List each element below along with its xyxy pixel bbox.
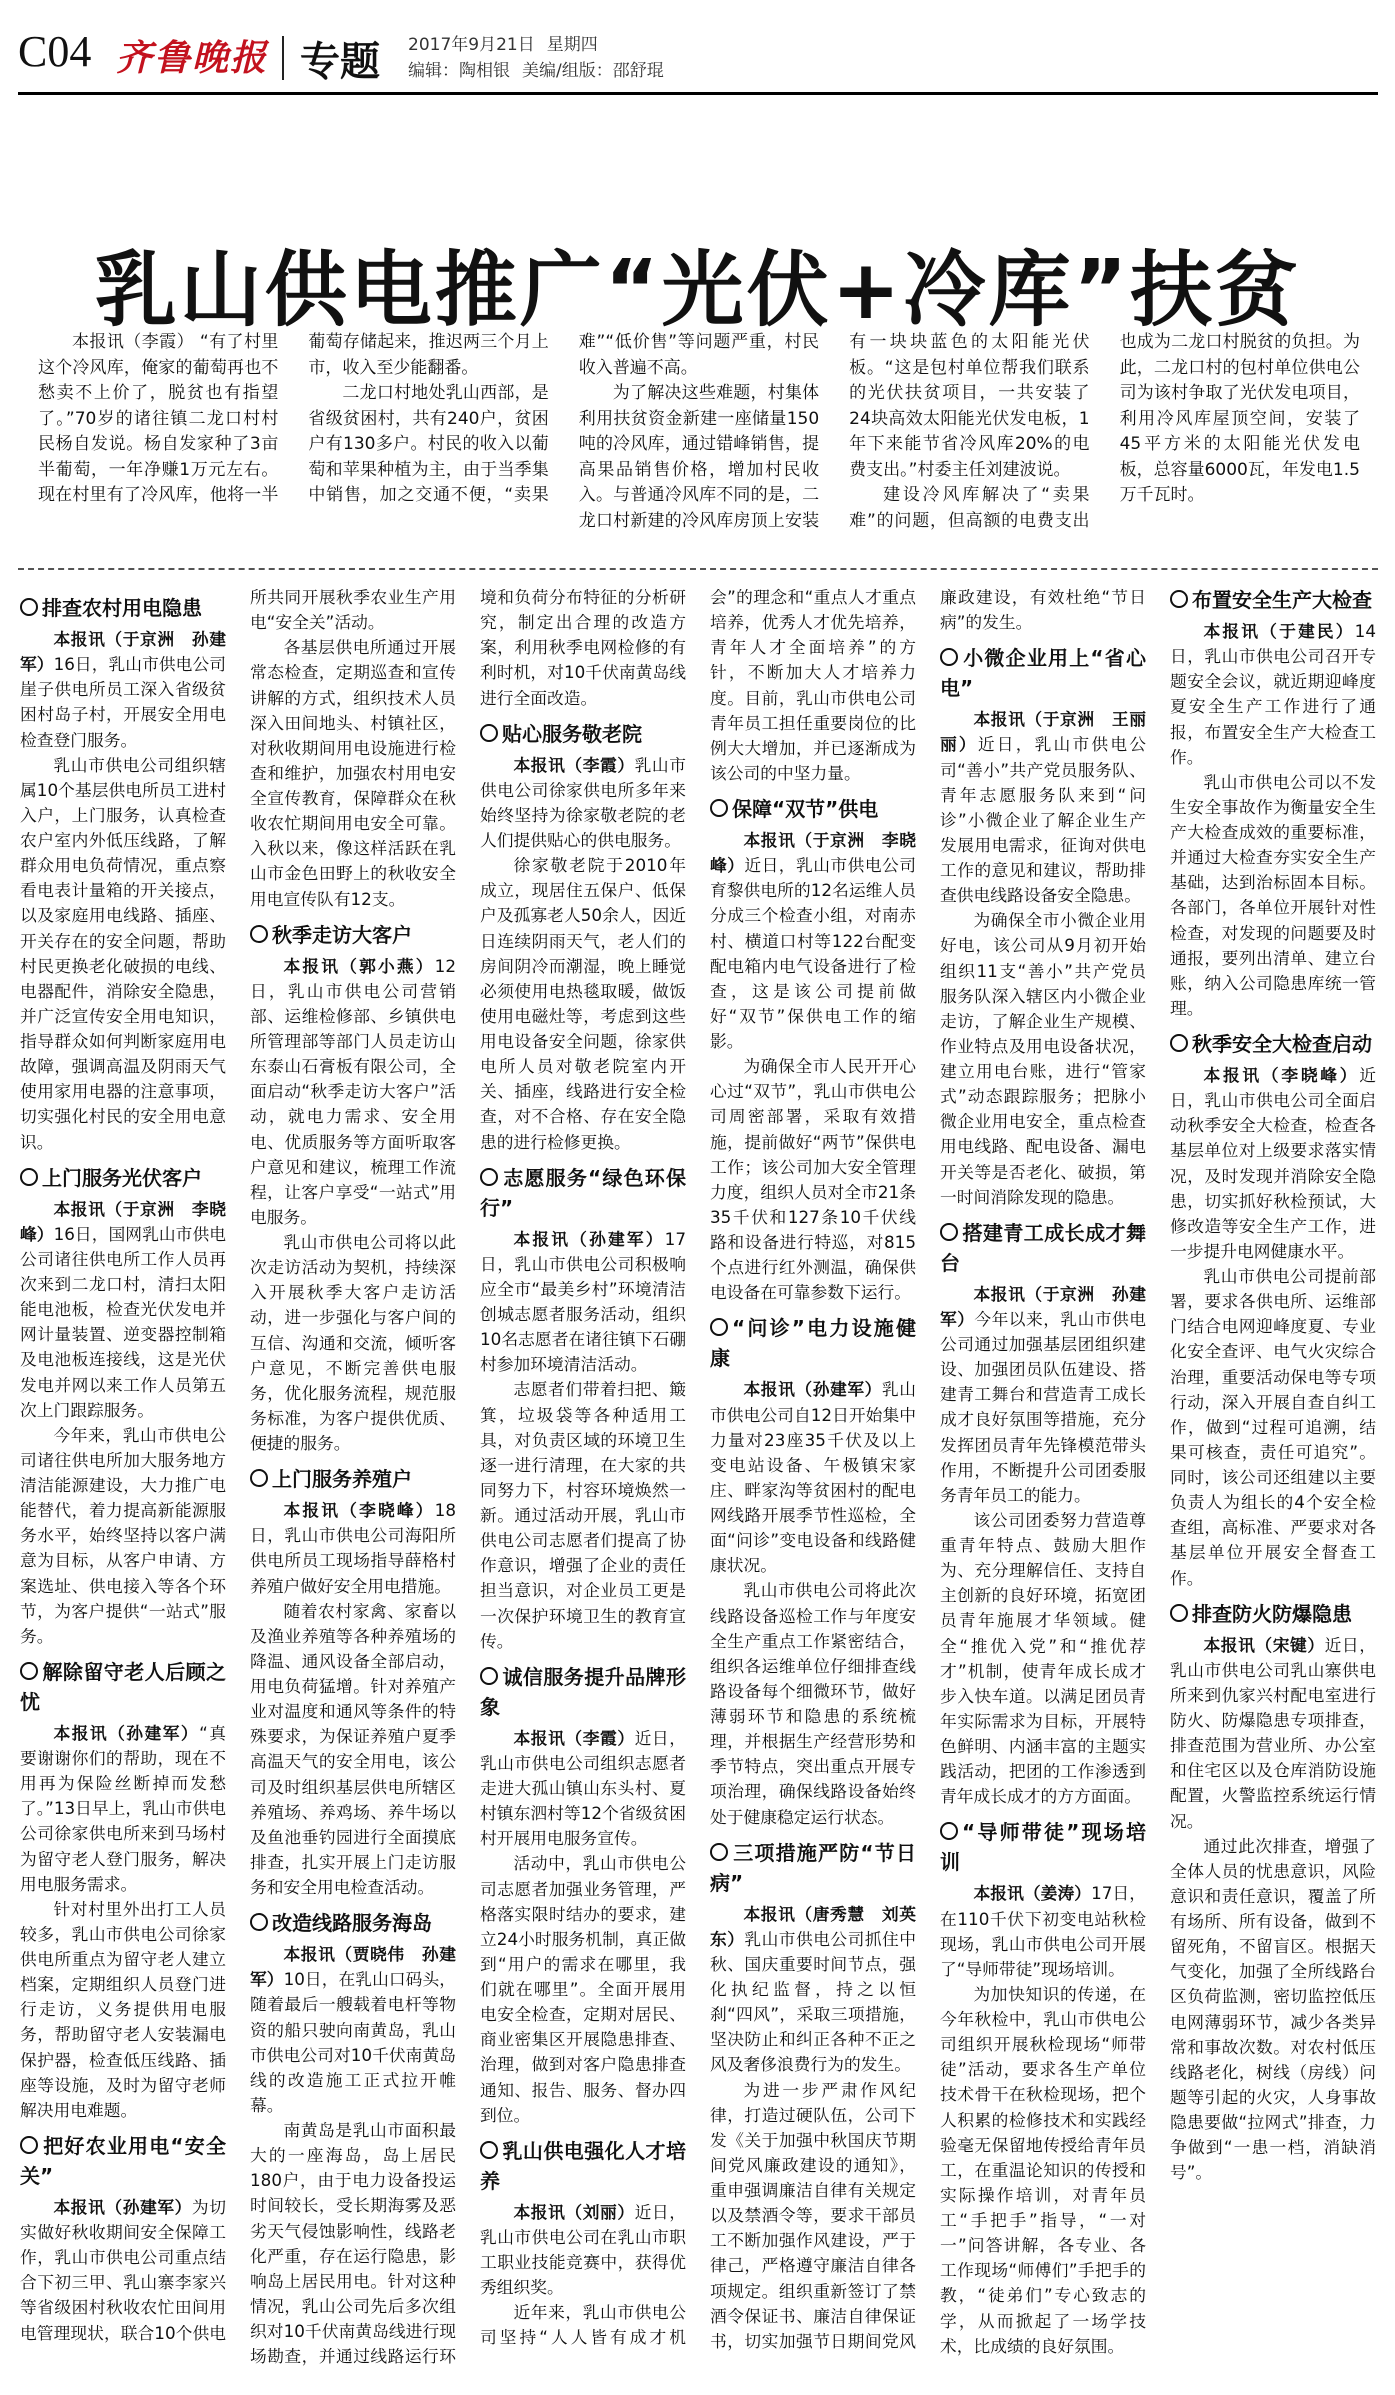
brief-title [20,593,226,623]
byline: 本报讯（贾晓伟 孙建军） [250,1944,456,1990]
brief-title-text: 志愿服务“绿色环保行” [480,1165,686,1220]
circle-bullet-icon [940,648,958,666]
circle-bullet-icon [250,925,268,943]
byline: 本报讯（宋键） [1203,1634,1325,1655]
paragraph-text: 近日，乳山市供电公司组织志愿者走进大孤山镇山东头村、夏村镇东泗村等12个省级贫困村开展用电服务宣传。 [480,1727,686,1849]
brief-paragraph [1170,1633,1376,1834]
brief-paragraph: 乳山市供电公司以不发生安全事故作为衡量安全生产大检查成效的重要标准，并通过大检查夯实安全生产基础，达到治标固本目标。各部门，各单位开展针对性检查，对发现的问题要及时通报，要列出清单、建立台账，纳入公司隐患库统一管理。 [1170,771,1376,1018]
brief-paragraph [480,1726,686,1852]
byline: 本报讯（孙建军） [53,1722,200,1743]
brief-paragraph: 乳山市供电公司将以此次走访活动为契机，持续深入开展秋季大客户走访活动，进一步强化与客户间的互信、沟通和交流，倾听客户意见，不断完善供电服务，优化服务流程，规范服务标准，为客户提供优质、便捷的服务。 [250,1232,456,1453]
editor-credit: 编辑：陶相银 [408,61,510,81]
brief-title [250,1908,456,1938]
brief-paragraph [20,627,226,753]
news-briefs [20,585,1376,2375]
lead-paragraph: 本报讯（李霞） “有了村里这个冷风库，俺家的葡萄再也不愁卖不上价了，脱贫也有指望了。”70岁的诸往镇二龙口村村民杨自发说。杨自发家种了3亩半葡萄，一年净赚1万元左右。现在村里有了冷风库，他将一半葡萄存储起来，推迟两三个月上市，收入至少能翻番。 [38,332,549,505]
brief-title [250,1464,456,1494]
brief-title [480,1662,686,1722]
circle-bullet-icon [20,598,38,616]
paragraph-text: 乳山市供电公司抓住中秋、国庆重要时间节点，强化执纪监督，持之以恒刹“四风”，采取三项措施，坚决防止和纠正各种不正之风及奢侈浪费行为的发生。 [710,1928,916,2075]
brief-title-text: 贴心服务敬老院 [502,721,642,746]
paragraph-text: 今年以来，乳山市供电公司通过加强基层团组织建设、加强团员队伍建设、搭建青工舞台和营造青工成长成才良好氛围等措施，充分发挥团员青年先锋模范带头作用，不断提升公司团委服务青年员工的能力。 [940,1308,1146,1505]
paragraph-text: 14日，乳山市供电公司召开专题安全会议，就近期迎峰度夏安全生产工作进行了通报，布置安全生产大检查工作。 [1170,621,1376,767]
paragraph-text: 近日，乳山市供电公司育黎供电所的12名运维人员分成三个检查小组，对南赤村、横道口村等122台配变配电箱内电气设备进行了检查，这是该公司提前做好“双节”保供电工作的缩影。 [710,855,916,1051]
news-brief [710,794,916,1305]
paragraph-text: 乳山市供电公司徐家供电所多年来始终坚持为徐家敬老院的老人们提供贴心的供电服务。 [480,754,686,850]
header-rule [18,92,1378,95]
brief-title-text: 小微企业用上“省心电” [940,646,1146,701]
brief-title [20,1657,226,1717]
brief-paragraph [940,1881,1146,1982]
brief-title-text: 秋季安全大检查启动 [1192,1032,1372,1056]
brief-title-text: 排查防火防爆隐患 [1192,1601,1352,1626]
header-meta [408,32,676,84]
lead-paragraph: 二龙口村地处乳山西部，是省级贫困村，共有240户，贫困户有130多户。村民的收入以葡萄和苹果种植为主，由于当季集中销售，加之交通不便，“卖果难”“低价售”等问题严重，村民收入普遍不高。 [308,332,820,505]
byline: 本报讯（孙建军） [53,2196,192,2217]
newspaper-logo: 齐鲁晚报 [116,37,269,79]
byline: 本报讯（李霞） [513,1727,635,1748]
issue-date: 2017年9月21日 [408,35,535,55]
news-brief [1170,1029,1376,1591]
brief-title [250,920,456,950]
issue-weekday: 星期四 [546,35,598,55]
brief-title-text: 秋季走访大客户 [272,922,412,947]
brief-paragraph [1170,1063,1376,1264]
brief-paragraph [480,753,686,854]
circle-bullet-icon [1170,590,1188,608]
news-brief [480,1662,686,2128]
paragraph-text: 10日，在乳山口码头，随着最后一艘载着电杆等物资的船只驶向南黄岛，乳山市供电公司对10千伏南黄岛线的改造施工正式拉开帷幕。 [250,1969,456,2115]
brief-title-text: 乳山供电强化人才培养 [480,2138,686,2193]
brief-title [710,794,916,824]
brief-title-text: 诚信服务提升品牌形象 [480,1664,686,1719]
brief-paragraph [940,707,1146,908]
byline: 本报讯（孙建军） [513,1228,665,1249]
brief-paragraph [250,1498,456,1599]
news-brief [20,593,226,1155]
paragraph-text: 16日，乳山市供电公司崖子供电所员工深入省级贫困村岛子村，开展安全用电检查登门服务。 [20,654,226,750]
circle-bullet-icon [20,1168,38,1186]
brief-paragraph: 乳山市供电公司提前部署，要求各供电所、运维部门结合电网迎峰度夏、专业化安全查评、电气火灾综合治理，重要活动保电等专项行动，深入开展自查自纠工作，做到“过程可追溯，结果可核查，责任可追究”。同时，该公司还组建以主要负责人为组长的4个安全检查组，高标准、严要求对各基层单位开展安全督查工作。 [1170,1266,1376,1588]
brief-paragraph: 针对村里外出打工人员较多，乳山市供电公司徐家供电所重点为留守老人建立档案，定期组织人员登门进行走访，义务提供用电服务，帮助留守老人安装漏电保护器，检查低压线路、插座等设施，及时为留守老师解决用电难题。 [20,1898,226,2120]
paragraph-text: 乳山市供电公司自12日开始集中力量对23座35千伏及以上变电站设备、午极镇宋家庄、畔家沟等贫困村的配电网线路开展季节性巡检，全面“问诊”变电设备和线路健康状况。 [710,1379,916,1576]
lead-paragraph: 为了解决这些难题，村集体利用扶贫资金新建一座储量150吨的冷风库，通过错峰销售，提高果品销售价格，增加村民收入。与普通冷风库不同的是，二龙口村新建的冷风库房顶上安装有一块块蓝色的太阳能光伏板。“这是包村单位帮我们联系的光伏扶贫项目，一共安装了24块高效太阳能光伏发电板，1年下来能节省冷风库20%的电费支出。”村委主任刘建波说。 [578,332,1090,531]
circle-bullet-icon [710,1843,728,1861]
brief-title [940,643,1146,703]
byline: 本报讯（刘丽） [513,2201,635,2222]
brief-paragraph: 乳山市供电公司组织辖属10个基层供电所员工进村入户，上门服务，认真检查农户室内外低压线路，了解群众用电负荷情况，重点察看电表计量箱的开关接点，以及家庭用电线路、插座、开关存在的安全问题，帮助村民更换老化破损的电线、电器配件，消除安全隐患，并广泛宣传安全用电知识，指导群众如何判断家庭用电故障，强调高温及阴雨天气使用家用电器的注意事项，切实强化村民的安全用电意识。 [20,754,226,1152]
brief-paragraph [480,2200,686,2301]
brief-paragraph [250,954,456,1230]
circle-bullet-icon [480,1667,498,1685]
news-brief [480,719,686,1155]
brief-paragraph: 为确保全市小微企业用好电，该公司从9月初开始组织11支“善小”共产党员服务队深入辖区内小微企业走访，了解企业生产规模、作业特点及用电设备状况，建立用电台账，进行“管家式”动态跟踪服务；把脉小微企业用电安全，重点检查用电线路、配电设备、漏电开关等是否老化、破损，第一时间消除发现的隐患。 [940,910,1146,1207]
paragraph-text: 为切实做好秋收期间安全保障工作，乳山市供电公司重点结合下初三甲、乳山寨李家兴等省级困村秋收农忙田间用电管理现状，联合10个供电所共同开展秋季农业生产用电“安全关”活动。 [20,587,456,2343]
circle-bullet-icon [1170,1604,1188,1622]
brief-title [480,1163,686,1223]
byline: 本报讯（于建民） [1203,621,1355,641]
news-brief [940,1218,1146,1810]
brief-paragraph: 为进一步严肃作风纪律，打造过硬队伍，公司下发《关于加强中秋国庆节期间党风廉政建设的通知》，重申强调廉洁自律有关规定以及禁酒令等，要求干部员工不断加强作风建设，严于律己，严格遵守廉洁自律各项规定。组织重新签订了禁酒令保证书、廉洁自律保证书，切实加强节日期间党风廉政建设，有效杜绝“节日病”的发生。 [710,587,1146,2351]
circle-bullet-icon [940,1223,958,1241]
circle-bullet-icon [480,724,498,742]
brief-title [480,719,686,749]
brief-paragraph: 随着农村家禽、家畜以及渔业养殖等各种养殖场的降温、通风设备全部启动，用电负荷猛增。针对养殖产业对温度和通风等条件的特殊要求，为保证养殖户夏季高温天气的安全用电，该公司及时组织基层供电所辖区养殖场、养鸡场、养牛场以及鱼池垂钓园进行全面摸底排查，扎实开展上门走访服务和安全用电检查活动。 [250,1600,456,1897]
brief-title-text: 上门服务养殖户 [272,1467,412,1492]
dashed-divider [18,568,1378,570]
paragraph-text: 近日，乳山市供电公司乳山寨供电所来到仇家兴村配电室进行防火、防爆隐患专项排查，排查范围为营业所、办公室和住宅区以及仓库消防设施配置，火警监控系统运行情况。 [1170,1634,1376,1831]
news-brief [1170,1599,1376,2186]
section-name: 专题 [300,39,380,85]
page-header [18,12,1378,94]
brief-paragraph [250,1942,456,2118]
brief-title-text: 保障“双节”供电 [732,797,879,821]
byline: 本报讯（于京洲 李晓峰） [20,1198,226,1244]
paragraph-text: 17日，在110千伏下初变电站秋检现场，乳山市供电公司开展了“导师带徒”现场培训。 [940,1883,1146,1979]
brief-title [940,1218,1146,1278]
brief-title-text: 改造线路服务海岛 [272,1911,432,1936]
brief-paragraph: 活动中，乳山市供电公司志愿者加强业务管理，严格落实限时结办的要求，建立24小时服务机制，真正做到“用户的需求在哪里，我们就在哪里”。全面开展用电安全检查，定期对居民、商业密集区开展隐患排查、治理，做到对客户隐患排查通知、报告、服务、督办四到位。 [480,1853,686,2125]
byline: 本报讯（于京洲 孙建军） [940,1283,1146,1329]
brief-title [1170,1029,1376,1059]
brief-paragraph: 徐家敬老院于2010年成立，现居住五保户、低保户及孤寡老人50余人，因近日连续阴雨天气，老人们的房间阴冷而潮湿，晚上睡觉必须使用电热毯取暖，做饭使用电磁灶等，考虑到这些用电设备安全问题，徐家供电所人员对敬老院室内开关、插座，线路进行安全检查，对不合格、存在安全隐患的进行检修更换。 [480,855,686,1152]
circle-bullet-icon [250,1913,268,1931]
brief-paragraph [710,1902,916,2078]
paragraph-text: 近日，乳山市供电公司在乳山市职工职业技能竞赛中，获得优秀组织奖。 [480,2201,686,2298]
brief-paragraph: 近年来，乳山市供电公司坚持“人人皆有成才机会”的理念和“重点人才重点培养，优秀人才优先培养，青年人才全面培养”的方针，不断加大人才培养力度。目前，乳山市供电公司青年员工担任重要岗位的比例大大增加，并已逐渐成为该公司的中坚力量。 [480,587,916,2348]
paragraph-text: 18日，乳山市供电公司海阳所供电所员工现场指导薛格村养殖户做好安全用电措施。 [250,1500,456,1596]
brief-title [20,1163,226,1193]
brief-paragraph: 今年来，乳山市供电公司诸往供电所加大服务地方清洁能源建设，大力推广电能替代，着力提高新能源服务水平，始终坚持以客户满意为目标，从客户申请、方案选址、供电接入等各个环节，为客户提供“一站式”服务。 [20,1424,226,1646]
brief-paragraph [710,1377,916,1578]
brief-paragraph [20,1197,226,1423]
brief-title-text: 搭建青工成长成才舞台 [940,1220,1146,1275]
brief-paragraph: 为确保全市人民开开心心过“双节”，乳山市供电公司周密部署，采取有效措施，提前做好“两节”保供电工作；该公司加大安全管理力度，组织人员对全市21条35千伏和127条10千伏线路和设备进行特巡，对815个点进行红外测温，确保供电设备在可靠参数下运行。 [710,1056,916,1303]
news-brief [20,1657,226,2123]
news-brief [20,1163,226,1649]
byline: 本报讯（孙建军） [743,1379,882,1400]
byline: 本报讯（于京洲 王丽丽） [940,709,1146,755]
brief-title-text: “导师带徒”现场培训 [940,1820,1146,1875]
brief-title [940,1817,1146,1877]
paragraph-text: 16日，国网乳山市供电公司诸往供电所工作人员再次来到二龙口村，清扫太阳能电池板，检查光伏发电并网计量装置、逆变器控制箱及电池板连接线，这是光伏发电并网以来工作人员第五次上门跟踪服务。 [20,1223,226,1420]
brief-title [1170,585,1376,615]
news-brief [1170,585,1376,1021]
brief-title [710,1838,916,1898]
brief-paragraph [1170,619,1376,770]
byline: 本报讯（唐秀慧 刘英东） [710,1903,916,1949]
circle-bullet-icon [710,1318,728,1336]
brief-paragraph: 各基层供电所通过开展常态检查，定期巡查和宣传讲解的方式，组织技术人员深入田间地头、村镇社区，对秋收期间用电设施进行检查和维护，加强农村用电安全宣传教育，保障群众在秋收农忙期间用电安全可靠。入秋以来，像这样活跃在乳山市金色田野上的秋收安全用电宣传队有12支。 [250,637,456,909]
byline: 本报讯（郭小燕） [283,955,435,976]
paragraph-text: 12日，乳山市供电公司营销部、运维检修部、乡镇供电所管理部等部门人员走访山东泰山石膏板有限公司，全面启动“秋季走访大客户”活动，就电力需求、安全用电、优质服务等方面听取客户意见和建议，梳理工作流程，让客户享受“一站式”用电服务。 [250,955,456,1227]
brief-paragraph: 通过此次排查，增强了全体人员的忧患意识，风险意识和责任意识，覆盖了所有场所、所有设备，做到不留死角，不留盲区。根据天气变化，加强了全所线路台区负荷监测，密切监控低压电网薄弱环节，减少各类异常和事故次数。对农村低压线路老化，树线（房线）问题等引起的火灾，人身事故隐患要做“拉网式”排查，力争做到“一患一档，消缺消号”。 [1170,1835,1376,2183]
circle-bullet-icon [940,1822,958,1840]
brief-title [20,2131,226,2191]
lead-story [38,330,1360,550]
paragraph-text: “真要谢谢你们的帮助，现在不用再为保险丝断掉而发愁了。”13日早上，乳山市供电公司徐家供电所来到马场村为留守老人登门服务，解决用电服务需求。 [20,1722,226,1894]
brief-paragraph [20,1721,226,1897]
news-brief [710,1313,916,1829]
brief-paragraph [480,1227,686,1378]
circle-bullet-icon [1170,1034,1188,1052]
brief-title [1170,1599,1376,1629]
brief-title-text: 把好农业用电“安全关” [20,2133,226,2188]
brief-paragraph: 志愿者们带着扫把、簸箕，垃圾袋等各种适用工具，对负责区域的环境卫生逐一进行清理，在大家的共同努力下，村容环境焕然一新。通过活动开展，乳山市供电公司志愿者们提高了协作意识，增强了企业的责任担当意识，对企业员工更是一次保护环境卫生的教育宣传。 [480,1379,686,1651]
brief-title-text: 上门服务光伏客户 [42,1165,202,1190]
news-brief [250,1464,456,1900]
paragraph-text: 近日，乳山市供电公司“善小”共产党员服务队、青年志愿服务队来到“问诊”小微企业了解企业生产发展用电需求，征询对供电工作的意见和建议，帮助排查供电线路设备安全隐患。 [940,734,1146,906]
brief-paragraph: 南黄岛是乳山市面积最大的一座海岛，岛上居民180户，由于电力设备投运时间较长，受长期海雾及恶劣天气侵蚀影响性，线路老化严重，存在运行隐患，影响岛上居民用电。针对这种情况，乳山公司先后多次组织对10千伏南黄岛线进行现场勘查，并通过线路运行环境和负荷分布特征的分析研究，制定出合理的改造方案，利用秋季电网检修的有利时机，对10千伏南黄岛线进行全面改造。 [250,587,686,2367]
circle-bullet-icon [250,1469,268,1487]
news-brief [480,1163,686,1654]
byline: 本报讯（李晓峰） [283,1500,435,1521]
brief-title-text: 三项措施严防“节日病” [710,1840,916,1895]
brief-paragraph [710,828,916,1054]
circle-bullet-icon [20,1662,38,1680]
paragraph-text: 近日，乳山市供电公司全面启动秋季安全大检查，检查各基层单位对上级要求落实情况，及时发现并消除安全隐患，切实抓好秋检预试，大修改造等安全生产工作，进一步提升电网健康水平。 [1170,1065,1376,1261]
brief-title-text: 排查农村用电隐患 [42,596,202,620]
brief-title-text: 解除留守老人后顾之忧 [20,1659,226,1714]
header-divider [282,36,284,80]
circle-bullet-icon [480,2141,498,2159]
brief-paragraph [940,1282,1146,1508]
news-brief [250,920,456,1457]
byline: 本报讯（李晓峰） [1203,1065,1360,1085]
page-number: C04 [18,27,92,76]
brief-paragraph: 为加快知识的传递，在今年秋检中，乳山市供电公司组织开展秋检现场“师带徒”活动，要求各生产单位技术骨干在秋检现场，把个人积累的检修技术和实践经验毫无保留地传授给青年员工，在重温论知识的传授和实际操作培训，对青年员工“手把手”指导，“一对一”问答讲解，各专业、各工作现场“师傅们”手把手的教，“徒弟们”专心致志的学，从而掀起了一场学技术，比成绩的良好氛围。 [940,1983,1146,2356]
main-headline: 乳山供电推广“光伏+冷库”扶贫 [94,242,1301,338]
byline: 本报讯（于京洲 孙建军） [20,629,226,675]
paragraph-text: 17日，乳山市供电公司积极响应全市“最美乡村”环境清洁创城志愿者服务活动，组织10名志愿者在诸往镇下石硼村参加环境清洁活动。 [480,1228,686,1375]
byline: 本报讯（姜涛） [973,1883,1092,1904]
circle-bullet-icon [710,799,728,817]
news-brief [940,1817,1146,2358]
brief-paragraph: 该公司团委努力营造尊重青年特点、鼓励大胆作为、充分理解信任、支持自主创新的良好环境，拓宽团员青年施展才华领域。健全“推优入党”和“推优荐才”机制，使青年成长成才步入快车道。以满足团员青年实际需求为目标，开展特色鲜明、内涵丰富的主题实践活动，把团的工作渗透到青年成长成才的方方面面。 [940,1509,1146,1807]
brief-title-text: 布置安全生产大检查 [1192,588,1372,612]
lead-paragraph: 建设冷风库解决了“卖果难”的问题，但高额的电费支出也成为二龙口村脱贫的负担。为此，二龙口村的包村单位供电公司为该村争取了光伏发电项目，利用冷风库屋顶空间，安装了45平方米的太阳能光伏发电板，总容量6000瓦，年发电1.5万千瓦时。 [849,332,1360,531]
brief-title [710,1313,916,1373]
circle-bullet-icon [480,1168,498,1186]
brief-title-text: “问诊”电力设施健康 [710,1316,916,1371]
brief-title [480,2136,686,2196]
news-brief [940,643,1146,1210]
byline: 本报讯（于京洲 李晓峰） [710,830,916,876]
brief-paragraph: 乳山市供电公司将此次线路设备巡检工作与年度安全生产重点工作紧密结合，组织各运维单位仔细排查线路设备每个细微环节，做好薄弱环节和隐患的系统梳理，并根据生产经营形势和季节特点，突出重点开展专项治理，确保线路设备始终处于健康稳定运行状态。 [710,1580,916,1827]
byline: 本报讯（李霞） [513,754,635,775]
designer-credit: 美编/组版：邵舒琨 [522,61,664,81]
circle-bullet-icon [20,2136,38,2154]
